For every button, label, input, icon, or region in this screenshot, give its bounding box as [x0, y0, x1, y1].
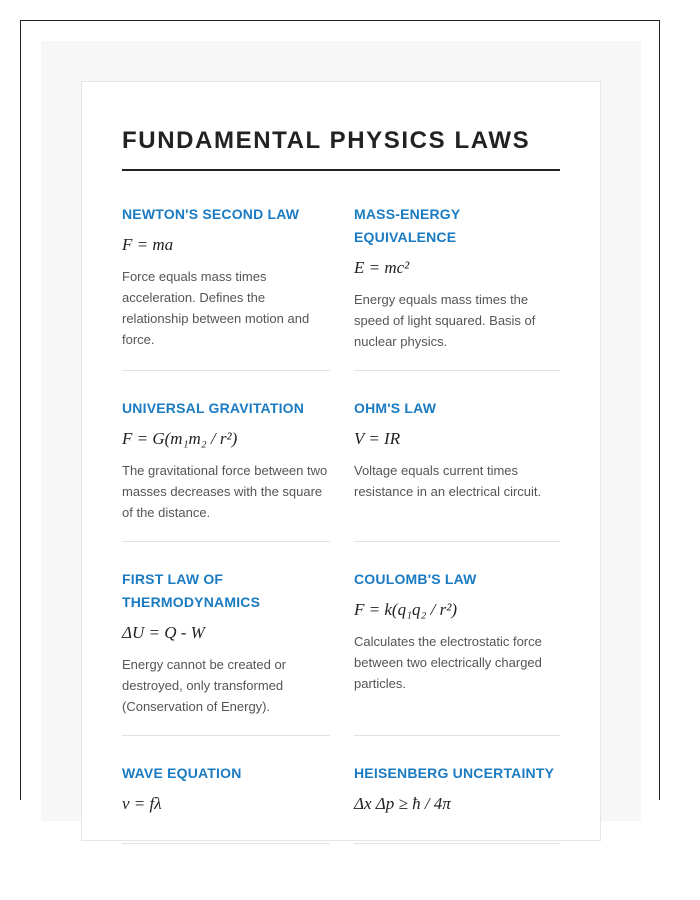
- laws-grid: [122, 203, 560, 870]
- law-description: Voltage equals current times resistance in an electrical circuit.: [354, 463, 542, 499]
- law-description: Energy cannot be created or destroyed, only transformed (Conservation of Energy).: [122, 657, 287, 714]
- law-formula: E = mc²: [354, 258, 410, 277]
- law-item: [354, 568, 560, 736]
- page-frame: [20, 20, 660, 813]
- law-item: [354, 397, 560, 542]
- law-item: [122, 397, 330, 542]
- law-name: MASS-ENERGY EQUIVALENCE: [354, 206, 461, 245]
- law-item: [122, 568, 330, 736]
- law-description: The gravitational force between two masses decreases with the square of the distance.: [122, 463, 328, 520]
- law-formula: ΔU = Q - W: [122, 623, 205, 642]
- law-formula: F = G(m₁m₂ / r²): [122, 429, 238, 448]
- law-name: UNIVERSAL GRAVITATION: [122, 400, 305, 416]
- law-name: WAVE EQUATION: [122, 765, 242, 781]
- law-formula: v = fλ: [122, 794, 162, 813]
- law-name: HEISENBERG UNCERTAINTY: [354, 765, 555, 781]
- law-formula: F = k(q₁q₂ / r²): [354, 600, 457, 619]
- law-item: [354, 762, 560, 844]
- law-name: FIRST LAW OF THERMODYNAMICS: [122, 571, 261, 610]
- laws-card: [81, 81, 601, 841]
- law-description: Energy equals mass times the speed of light squared. Basis of nuclear physics.: [354, 292, 536, 349]
- law-formula: V = IR: [354, 429, 401, 448]
- page-background: [41, 41, 641, 821]
- law-name: NEWTON'S SECOND LAW: [122, 206, 300, 222]
- law-formula: F = ma: [122, 235, 174, 254]
- law-item: [354, 203, 560, 371]
- law-name: COULOMB'S LAW: [354, 571, 477, 587]
- law-formula: Δx Δp ≥ ħ / 4π: [354, 794, 451, 813]
- page-title: FUNDAMENTAL PHYSICS LAWS: [122, 125, 560, 171]
- law-item: [122, 762, 330, 844]
- law-item: [122, 203, 330, 371]
- law-description: Calculates the electrostatic force between two electrically charged particles.: [354, 634, 542, 691]
- law-description: Force equals mass times acceleration. Defines the relationship between motion and force.: [122, 269, 310, 347]
- law-name: OHM'S LAW: [354, 400, 437, 416]
